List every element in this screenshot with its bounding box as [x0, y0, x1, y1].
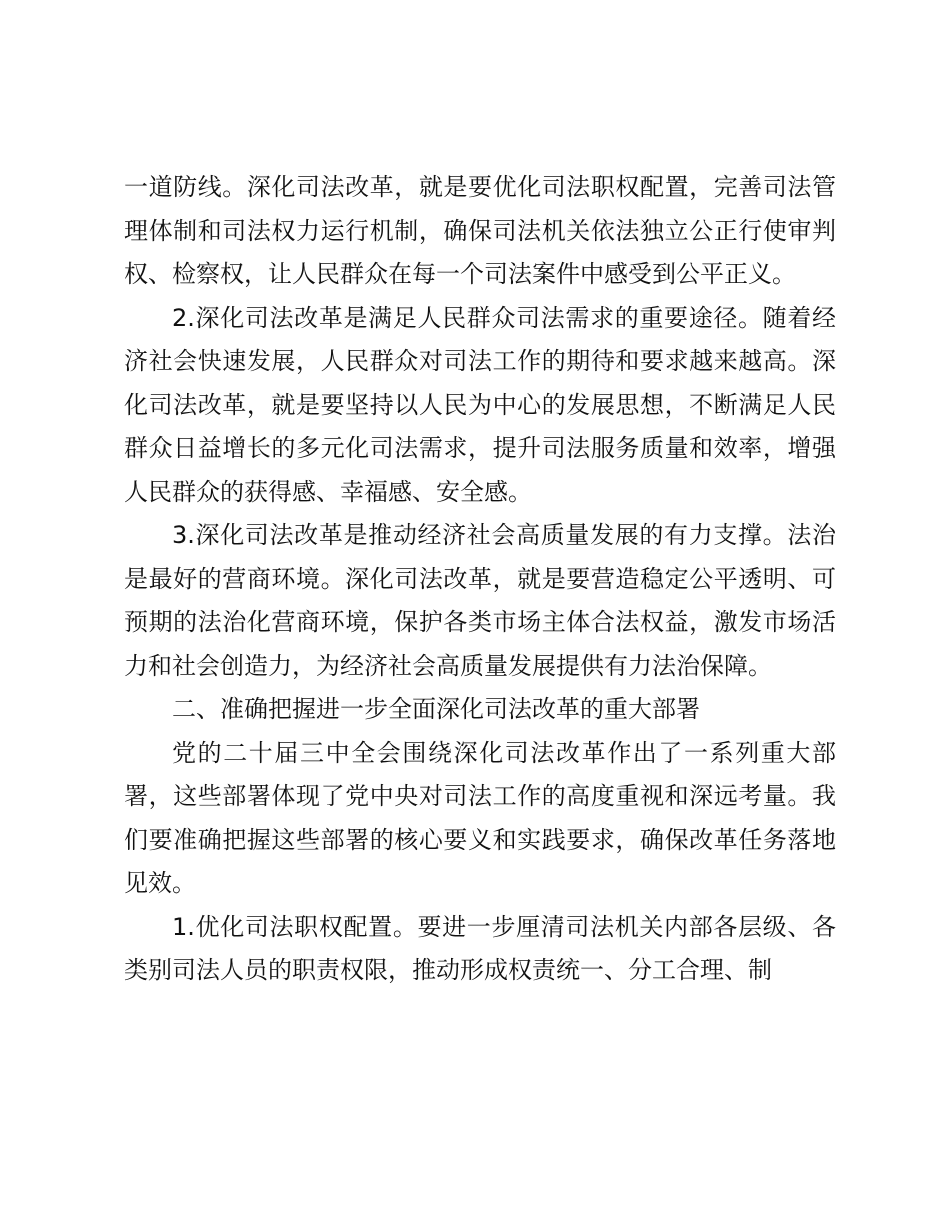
- section-heading-2: 二、准确把握进一步全面深化司法改革的重大部署: [172, 695, 700, 723]
- paragraph-section-intro: 党的二十届三中全会围绕深化司法改革作出了一系列重大部署，这些部署体现了党中央对司法工作的高度重视和深远考量。我们要准确把握这些部署的核心要义和实践要求，确保改革任务落地见效。: [124, 738, 836, 897]
- paragraph-continuation: 一道防线。深化司法改革，就是要优化司法职权配置，完善司法管理体制和司法权力运行机制，确保司法机关依法独立公正行使审判权、检察权，让人民群众在每一个司法案件中感受到公平正义。: [124, 173, 836, 288]
- paragraph-point-3: 3.深化司法改革是推动经济社会高质量发展的有力支撑。法治是最好的营商环境。深化司法改革，就是要营造稳定公平透明、可预期的法治化营商环境，保护各类市场主体合法权益，激发市场活力和社会创造力，为经济社会高质量发展提供有力法治保障。: [124, 521, 836, 680]
- paragraph-subpoint-1: 1.优化司法职权配置。要进一步厘清司法机关内部各层级、各类别司法人员的职责权限，推动形成权责统一、分工合理、制: [124, 912, 836, 984]
- paragraph-point-2: 2.深化司法改革是满足人民群众司法需求的重要途径。随着经济社会快速发展，人民群众对司法工作的期待和要求越来越高。深化司法改革，就是要坚持以人民为中心的发展思想，不断满足人民群众日益增长的多元化司法需求，提升司法服务质量和效率，增强人民群众的获得感、幸福感、安全感。: [124, 303, 836, 506]
- document-body: [124, 166, 836, 993]
